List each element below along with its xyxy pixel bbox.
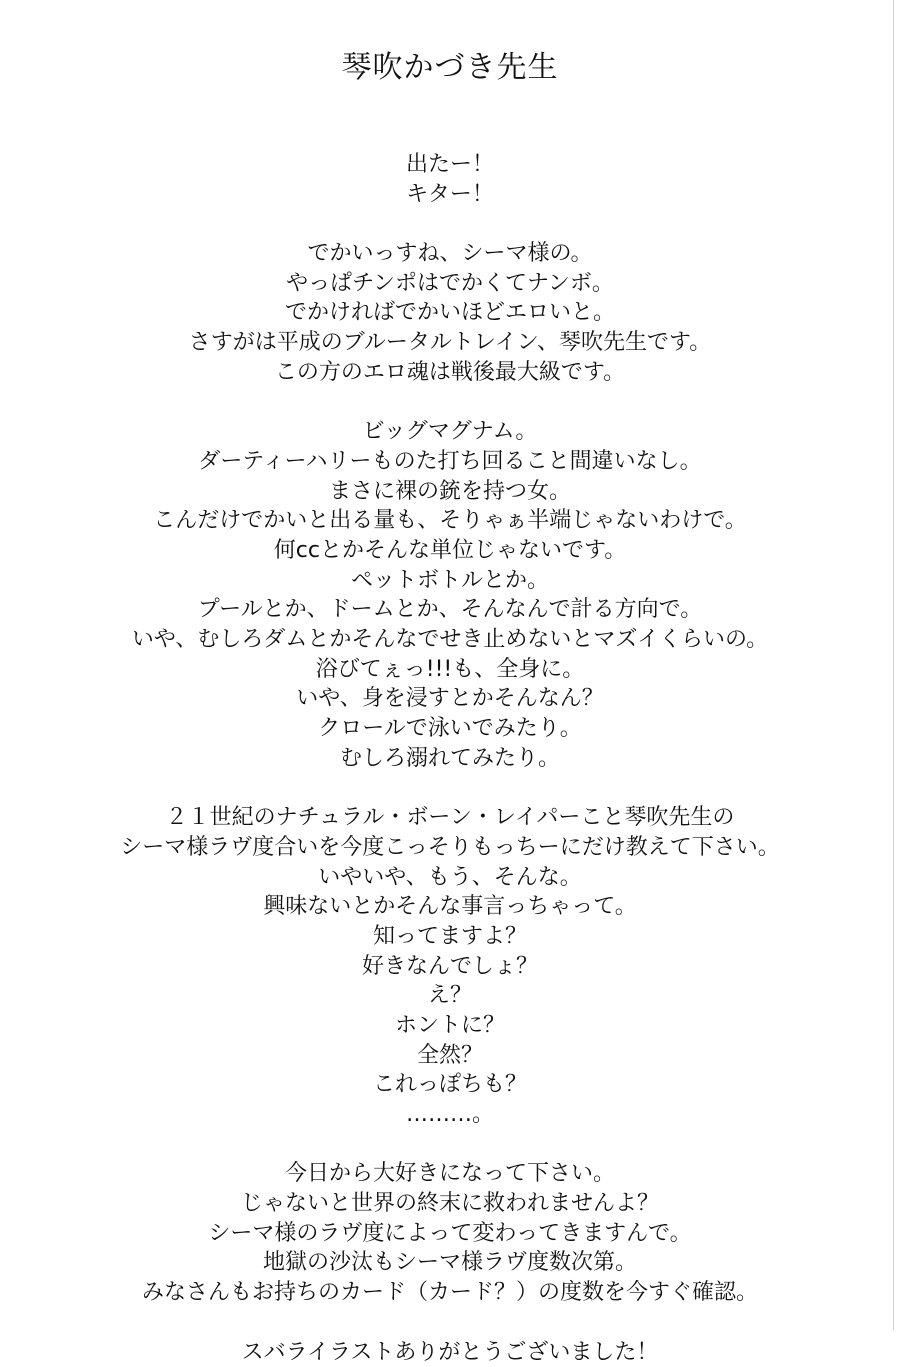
text-line: みなさんもお持ちのカード（カード？）の度数を今すぐ確認。 [0, 1278, 900, 1308]
text-line: シーマ様ラヴ度合いを今度こっそりもっちーにだけ教えて下さい。 [0, 833, 900, 863]
text-line: さすがは平成のブルータルトレイン、琴吹先生です。 [0, 328, 900, 358]
paragraph-6 [0, 1338, 900, 1367]
text-line: でかいっすね、シーマ様の。 [0, 239, 900, 269]
text-line: いや、むしろダムとかそんなでせき止めないとマズイくらいの。 [0, 625, 900, 655]
text-line: こんだけでかいと出る量も、そりゃぁ半端じゃないわけで。 [0, 506, 900, 536]
text-line: 好きなんでしょ？ [0, 952, 900, 982]
paragraph-gap [0, 388, 900, 418]
text-line: ホントに？ [0, 1011, 900, 1041]
paragraph-2 [0, 239, 900, 387]
text-line: いや、身を浸すとかそんなん？ [0, 684, 900, 714]
text-line: でかければでかいほどエロいと。 [0, 298, 900, 328]
text-line: 出たー！ [0, 150, 900, 180]
paragraph-5 [0, 1159, 900, 1307]
text-line: ………。 [0, 1100, 900, 1130]
text-line: 何ccとかそんな単位じゃないです。 [0, 536, 900, 566]
paragraph-gap [0, 209, 900, 239]
text-line: クロールで泳いでみたり。 [0, 714, 900, 744]
paragraph-3 [0, 417, 900, 773]
paragraph-4 [0, 803, 900, 1130]
text-line: え？ [0, 981, 900, 1011]
text-line: ビッグマグナム。 [0, 417, 900, 447]
paragraph-gap [0, 1308, 900, 1338]
text-line: プールとか、ドームとか、そんなんで計る方向で。 [0, 595, 900, 625]
text-line: いやいや、もう、そんな。 [0, 863, 900, 893]
text-line: 全然？ [0, 1041, 900, 1071]
text-line: ２１世紀のナチュラル・ボーン・レイパーこと琴吹先生の [0, 803, 900, 833]
text-line: 今日から大好きになって下さい。 [0, 1159, 900, 1189]
paragraph-gap [0, 773, 900, 803]
text-line: シーマ様のラヴ度によって変わってきますんで。 [0, 1219, 900, 1249]
text-line: むしろ溺れてみたり。 [0, 744, 900, 774]
closing-line: スバライラストありがとうございました！ [0, 1338, 900, 1367]
text-line: キター！ [0, 180, 900, 210]
page-title: 琴吹かづき先生 [0, 48, 900, 88]
text-line: 浴びてぇっ!!!も、全身に。 [0, 655, 900, 685]
text-line: 興味ないとかそんな事言っちゃって。 [0, 892, 900, 922]
paragraph-1 [0, 150, 900, 209]
text-line: 地獄の沙汰もシーマ様ラヴ度数次第。 [0, 1248, 900, 1278]
text-line: まさに裸の銃を持つ女。 [0, 477, 900, 507]
text-line: やっぱチンポはでかくてナンボ。 [0, 269, 900, 299]
text-line: じゃないと世界の終末に救われませんよ？ [0, 1189, 900, 1219]
text-line: この方のエロ魂は戦後最大級です。 [0, 358, 900, 388]
text-line: ダーティーハリーものた打ち回ること間違いなし。 [0, 447, 900, 477]
message-body [0, 150, 900, 1367]
text-line: これっぽちも？ [0, 1070, 900, 1100]
paragraph-gap [0, 1130, 900, 1160]
text-line: 知ってますよ？ [0, 922, 900, 952]
text-line: ペットボトルとか。 [0, 566, 900, 596]
